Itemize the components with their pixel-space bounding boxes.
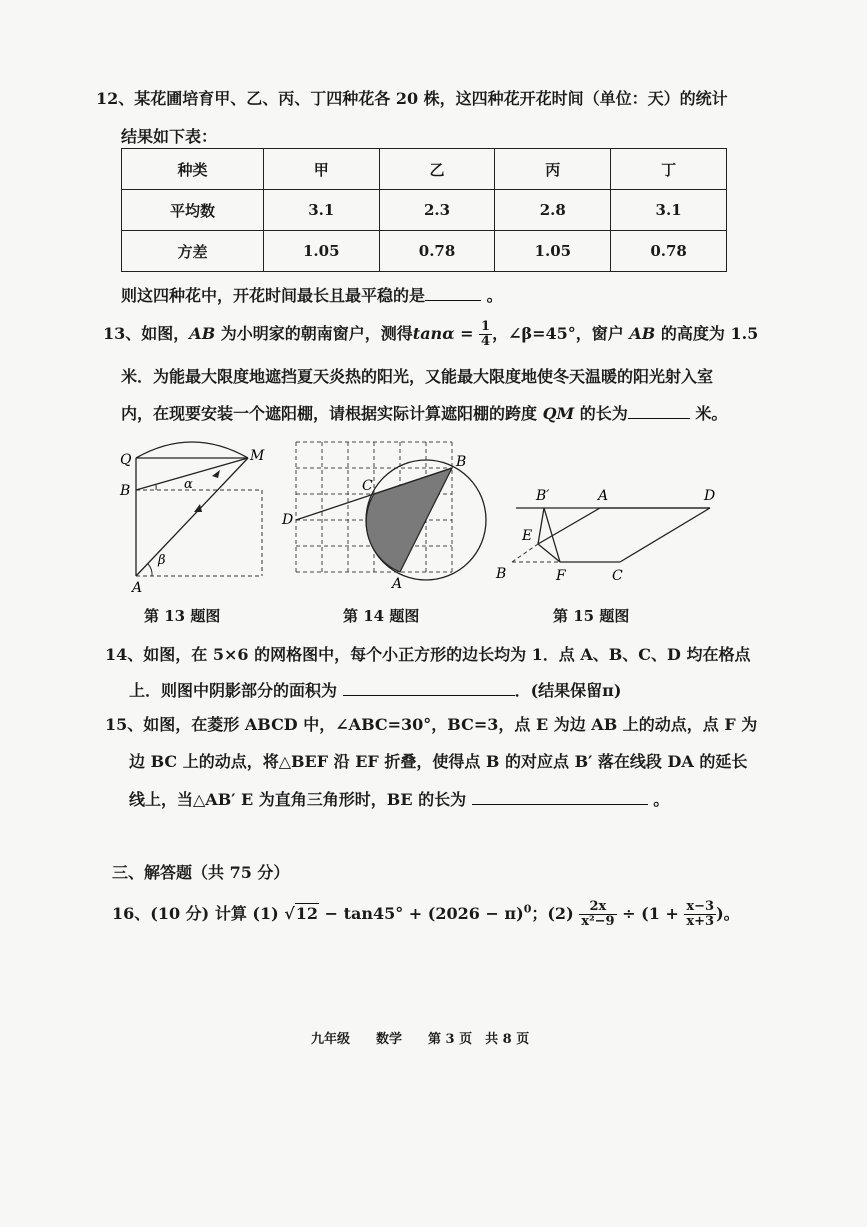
table-cell: 1.05: [263, 231, 379, 272]
q13-num: 13、如图，: [103, 324, 190, 343]
label-d: D: [282, 512, 294, 528]
q13-fraction: [479, 320, 492, 349]
table-header-cell: 甲: [263, 149, 379, 190]
sqrt-symbol: √: [284, 904, 295, 923]
q15-line3: [129, 787, 669, 810]
q12-line3: [121, 283, 503, 306]
q13-answer-blank[interactable]: [628, 418, 690, 419]
line-eb-prime: [538, 508, 544, 544]
figure-15: [490, 482, 730, 588]
frac-denominator: x²−9: [581, 914, 615, 929]
label-b-prime: B′: [536, 488, 550, 504]
label-f: F: [556, 568, 566, 584]
table-cell: 方差: [122, 231, 264, 272]
frac-numerator: 2x: [579, 900, 616, 915]
q15-line1: 15、如图，在菱形 ABCD 中，∠ABC=30°，BC=3，点 E 为边 AB 上的动点，点 F 为: [105, 715, 758, 734]
q13-line2: 米．为能最大限度地遮挡夏天炎热的阳光，又能最大限度地使冬天温暖的阳光射入室: [121, 367, 714, 386]
table-cell: 2.3: [379, 190, 495, 231]
q13-ab: AB: [189, 324, 216, 343]
table-header-row: [122, 149, 727, 190]
frac-numerator: x−3: [686, 899, 715, 914]
caption-figure-13: 第 13 题图: [144, 607, 221, 625]
q16-fraction-1: [579, 900, 616, 929]
q13-tan: tanα: [412, 324, 455, 343]
dashed-be: [512, 544, 538, 562]
q16-part1: − tan45° + (2026 − π): [319, 904, 524, 923]
q13-text1: 为小明家的朝南窗户，测得: [215, 324, 413, 343]
table-row: [122, 231, 727, 272]
caption-figure-14: 第 14 题图: [343, 607, 420, 625]
table-header-cell: 丙: [495, 149, 611, 190]
label-a: A: [392, 576, 403, 592]
q13-text4: 内，在现要安装一个遮阳棚，请根据实际计算遮阳棚的跨度: [121, 404, 543, 423]
angle-arc-beta: [148, 564, 152, 576]
table-row: [122, 190, 727, 231]
q12-question-text: 则这四种花中，开花时间最长且最平稳的是: [121, 286, 426, 305]
q12-line1: 12、某花圃培育甲、乙、丙、丁四种花各 20 株，这四种花开花时间（单位：天）的统计: [96, 89, 728, 108]
page-footer: 九年级 数学 第 3 页 共 8 页: [311, 1032, 530, 1047]
arc-curve: [136, 442, 248, 458]
q13-ab2: AB: [629, 324, 656, 343]
ray-beta: [136, 458, 248, 576]
q14-line1: 14、如图，在 5×6 的网格图中，每个小正方形的边长均为 1．点 A、B、C、D 均在格点: [105, 645, 751, 664]
q13-line1: [103, 320, 758, 349]
label-q: Q: [120, 452, 132, 468]
table-header-cell: 乙: [379, 149, 495, 190]
q13-line3: [121, 401, 727, 424]
table-cell: 2.8: [495, 190, 611, 231]
q13-eq: =: [454, 324, 480, 343]
table-cell: 0.78: [379, 231, 495, 272]
table-cell: 3.1: [611, 190, 727, 231]
label-b: B: [496, 566, 507, 582]
q13-text3: 的高度为 1.5: [655, 324, 759, 343]
label-c: C: [362, 478, 373, 494]
q13-text6: 米。: [689, 404, 728, 423]
table-cell: 1.05: [495, 231, 611, 272]
label-m: M: [250, 448, 265, 464]
q15-answer-blank[interactable]: [472, 804, 648, 805]
sqrt-radicand: 12: [295, 904, 319, 923]
q13-text5: 的长为: [574, 404, 628, 423]
q16-exponent: 0: [523, 902, 532, 916]
table-cell: 平均数: [122, 190, 264, 231]
table-cell: 0.78: [611, 231, 727, 272]
side-dc: [620, 508, 710, 562]
q15-end: 。: [653, 790, 670, 809]
line-b-prime-f: [544, 508, 560, 562]
label-alpha: α: [184, 477, 193, 492]
q16-fraction-2: [684, 900, 716, 929]
arrow-head: [212, 470, 220, 478]
q12-answer-blank[interactable]: [425, 300, 481, 301]
side-ea: [538, 508, 600, 544]
table-cell: 3.1: [263, 190, 379, 231]
q15-line2: 边 BC 上的动点，将△BEF 沿 EF 折叠，使得点 B 的对应点 B′ 落在线段 DA 的延长: [129, 752, 748, 771]
q13-qm: QM: [542, 404, 575, 423]
q16-line: [112, 900, 740, 929]
frac-denominator: 4: [481, 334, 491, 349]
q16-prefix: 16、(10 分) 计算 (1): [112, 904, 285, 923]
figure-14: [280, 436, 495, 596]
q14-line2: [129, 678, 621, 701]
q13-text2: ，∠β=45°，窗户: [492, 324, 630, 343]
arrow-head: [194, 504, 202, 512]
frac-numerator: 1: [481, 319, 491, 334]
label-b: B: [456, 454, 467, 470]
label-d: D: [704, 488, 716, 504]
q16-part2: ；(2): [531, 904, 580, 923]
label-b: B: [120, 483, 131, 499]
table-header-cell: 种类: [122, 149, 264, 190]
figure-13: [112, 438, 272, 596]
label-c: C: [612, 568, 623, 584]
frac-denominator: x+3: [686, 914, 715, 929]
table-header-cell: 丁: [611, 149, 727, 190]
label-e: E: [522, 528, 533, 544]
q14-text-end: ．(结果保留π): [514, 681, 622, 700]
q12-end: 。: [486, 286, 503, 305]
q12-line2: 结果如下表：: [121, 127, 218, 146]
q12-stats-table: [121, 148, 727, 272]
label-a: A: [132, 580, 143, 596]
q16-divide: ÷ (1 +: [616, 904, 685, 923]
label-a: A: [598, 488, 609, 504]
q16-end: )。: [716, 904, 740, 923]
caption-figure-15: 第 15 题图: [553, 607, 630, 625]
label-beta: β: [158, 553, 166, 568]
q14-text: 上．则图中阴影部分的面积为: [129, 681, 338, 700]
q15-text: 线上，当△AB′ E 为直角三角形时，BE 的长为: [129, 790, 467, 809]
q14-answer-blank[interactable]: [343, 695, 515, 696]
section-title: 三、解答题（共 75 分）: [112, 863, 290, 882]
